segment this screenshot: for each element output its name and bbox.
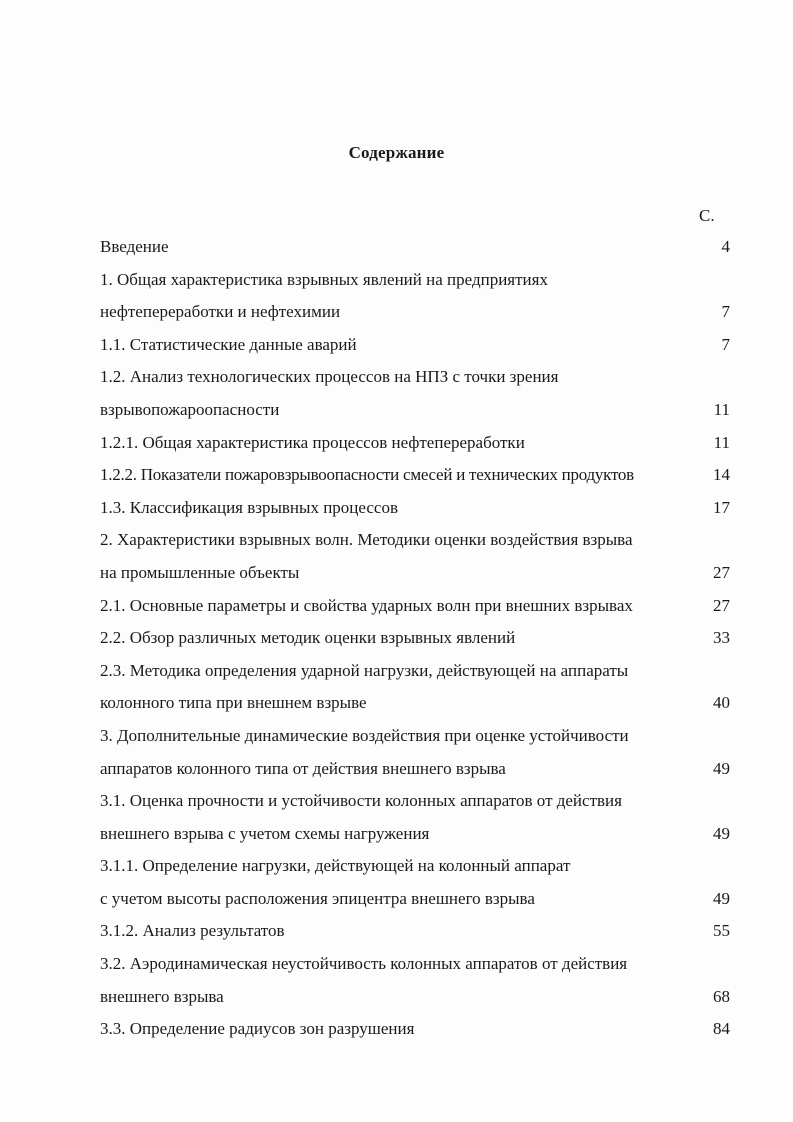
toc-entry-page: 33	[713, 628, 730, 648]
toc-entry-text: 3.2. Аэродинамическая неустойчивость колонных аппаратов от действия	[100, 954, 628, 974]
toc-entry-text: 1.2. Анализ технологических процессов на НПЗ с точки зрения	[100, 367, 559, 387]
toc-entry	[100, 231, 730, 264]
toc-entry	[100, 492, 730, 525]
toc-entry-page: 27	[713, 562, 730, 582]
toc-entry	[100, 915, 730, 948]
toc-entry-page: 68	[713, 986, 730, 1006]
toc-entry-text: 2. Характеристики взрывных волн. Методики оценки воздействия взрыва	[100, 530, 633, 550]
toc-entry-page: 7	[721, 302, 730, 322]
toc-entry-text: аппаратов колонного типа от действия внешнего взрыва	[100, 758, 506, 778]
toc-entry-page: 17	[713, 497, 730, 517]
toc-entry	[100, 329, 730, 362]
toc-entry	[100, 622, 730, 655]
toc-entry-text: внешнего взрыва с учетом схемы нагружения	[100, 823, 430, 843]
toc-entry-page: 49	[713, 758, 730, 778]
toc-entry	[100, 524, 730, 557]
toc-entry-page: 7	[721, 334, 730, 354]
toc-entry-page: 11	[713, 432, 730, 452]
toc-entry	[100, 687, 730, 720]
toc-entry	[100, 655, 730, 688]
toc-entry	[100, 948, 730, 981]
toc-entry	[100, 557, 730, 590]
toc-entry-text: на промышленные объекты	[100, 562, 300, 582]
toc-entry-text: Введение	[100, 237, 169, 256]
toc-entry	[100, 785, 730, 818]
toc-entry-page: 27	[713, 595, 730, 615]
toc-entry-text: 1.1. Статистические данные аварий	[100, 334, 357, 354]
toc-entry-text: 2.1. Основные параметры и свойства ударных волн при внешних взрывах	[100, 595, 633, 615]
toc-entry-page: 4	[721, 237, 730, 256]
toc-entry-text: 1. Общая характеристика взрывных явлений на предприятиях	[100, 269, 548, 289]
toc-entry	[100, 459, 730, 492]
toc-entry-page: 49	[713, 888, 730, 908]
toc-entry	[100, 296, 730, 329]
toc-entry-page: 14	[713, 465, 730, 485]
toc-entry-page: 55	[713, 921, 730, 941]
page-title: Содержание	[348, 143, 445, 162]
toc-entry-text: с учетом высоты расположения эпицентра внешнего взрыва	[100, 888, 535, 908]
toc-entry-page: 84	[713, 1019, 730, 1039]
toc-entry	[100, 818, 730, 851]
toc-entry-text: 2.2. Обзор различных методик оценки взрывных явлений	[100, 628, 516, 648]
toc-entry-text: 1.2.2. Показатели пожаровзрывоопасности смесей и технических продуктов	[100, 465, 634, 485]
toc-entry-text: 3. Дополнительные динамические воздействия при оценке устойчивости	[100, 725, 629, 745]
toc-entry-text: взрывопожароопасности	[100, 399, 280, 419]
toc-entry	[100, 264, 730, 297]
toc-entry-text: 3.1. Оценка прочности и устойчивости колонных аппаратов от действия	[100, 791, 622, 811]
toc-entry	[100, 883, 730, 916]
toc-entry-page: 11	[713, 399, 730, 419]
toc-entry	[100, 427, 730, 460]
toc-entry-text: 1.2.1. Общая характеристика процессов нефтепереработки	[100, 432, 525, 452]
toc-entry	[100, 394, 730, 427]
toc-entry	[100, 850, 730, 883]
toc-entry-text: 1.3. Классификация взрывных процессов	[100, 497, 398, 517]
toc-entry-page: 40	[713, 693, 730, 713]
toc-entry-text: 3.1.2. Анализ результатов	[100, 921, 285, 941]
toc-entry	[100, 1013, 730, 1046]
toc-entry	[100, 753, 730, 786]
toc-entry	[100, 590, 730, 623]
page-column-label: С.	[699, 206, 715, 225]
toc-entry-text: 3.1.1. Определение нагрузки, действующей на колонный аппарат	[100, 856, 571, 876]
toc-entry-page: 49	[713, 823, 730, 843]
toc-entry	[100, 981, 730, 1014]
toc-entry-text: нефтепереработки и нефтехимии	[100, 302, 341, 322]
toc-entry-text: 3.3. Определение радиусов зон разрушения	[100, 1019, 415, 1039]
toc-entry-text: 2.3. Методика определения ударной нагрузки, действующей на аппараты	[100, 660, 629, 680]
toc-entry	[100, 361, 730, 394]
toc-entry-text: внешнего взрыва	[100, 986, 224, 1006]
toc-entry	[100, 720, 730, 753]
toc-entry-text: колонного типа при внешнем взрыве	[100, 693, 367, 713]
table-of-contents	[100, 231, 730, 1046]
